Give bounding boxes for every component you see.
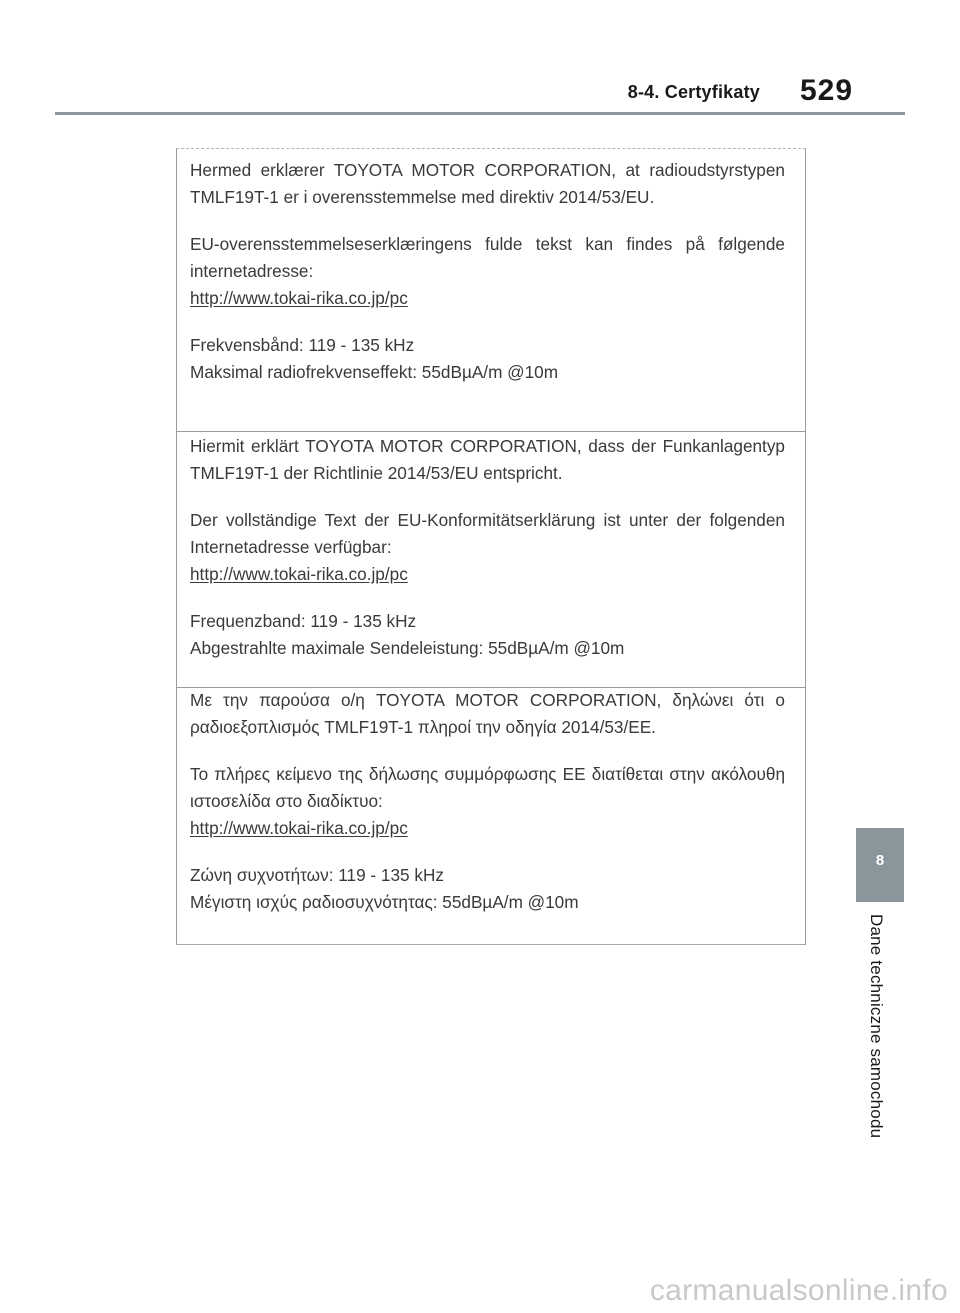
declaration-url-link[interactable]: http://www.tokai-rika.co.jp/pc — [190, 818, 408, 838]
frequency-band: Frequenzband: 119 - 135 kHz — [190, 611, 417, 631]
section-title: 8-4. Certyfikaty — [627, 82, 760, 102]
frequency-band: Ζώνη συχνοτήτων: 119 - 135 kHz — [190, 865, 444, 885]
declaration-url-link[interactable]: http://www.tokai-rika.co.jp/pc — [190, 288, 408, 308]
max-power: Abgestrahlte maximale Sendeleistung: 55dBµA/m @10m — [190, 638, 625, 658]
frequency-band: Frekvensbånd: 119 - 135 kHz — [190, 335, 415, 355]
chapter-number: 8 — [875, 852, 885, 869]
max-power: Maksimal radiofrekvenseffekt: 55dBµA/m @10m — [190, 362, 559, 382]
block-divider — [177, 431, 805, 432]
certificate-panel — [176, 148, 806, 945]
header-rule — [55, 112, 905, 115]
availability-text: EU-overensstemmelseserklæringens fulde tekst kan findes på følgende internetadresse: — [190, 234, 785, 281]
page-number: 529 — [800, 74, 854, 107]
page-header — [0, 76, 960, 116]
watermark-text: carmanualsonline.info — [649, 1274, 948, 1307]
certificate-block-german — [177, 433, 805, 662]
availability-text: Der vollständige Text der EU-Konformitätserklärung ist unter der folgenden Internetadresse verfügbar: — [190, 510, 785, 557]
declaration-text: Με την παρούσα ο/η TOYOTA MOTOR CORPORATION, δηλώνει ότι ο ραδιοεξοπλισμός TMLF19T-1 πληροί την οδηγία 2014/53/ΕΕ. — [190, 690, 785, 737]
chapter-tab — [856, 828, 904, 902]
certificate-block-danish — [177, 157, 805, 386]
declaration-url-link[interactable]: http://www.tokai-rika.co.jp/pc — [190, 564, 408, 584]
availability-text: Το πλήρες κείμενο της δήλωσης συμμόρφωσης ΕΕ διατίθεται στην ακόλουθη ιστοσελίδα στο διαδίκτυο: — [190, 764, 785, 811]
max-power: Μέγιστη ισχύς ραδιοσυχνότητας: 55dBµA/m @10m — [190, 892, 579, 912]
certificate-block-greek — [177, 687, 805, 916]
chapter-title: Dane techniczne samochodu — [867, 914, 886, 1139]
declaration-text: Hiermit erklärt TOYOTA MOTOR CORPORATION, dass der Funkanlagentyp TMLF19T-1 der Richtlinie 2014/53/EU entspricht. — [190, 436, 785, 483]
declaration-text: Hermed erklærer TOYOTA MOTOR CORPORATION, at radioudstyrstypen TMLF19T-1 er i overensstemmelse med direktiv 2014/53/EU. — [190, 160, 785, 207]
